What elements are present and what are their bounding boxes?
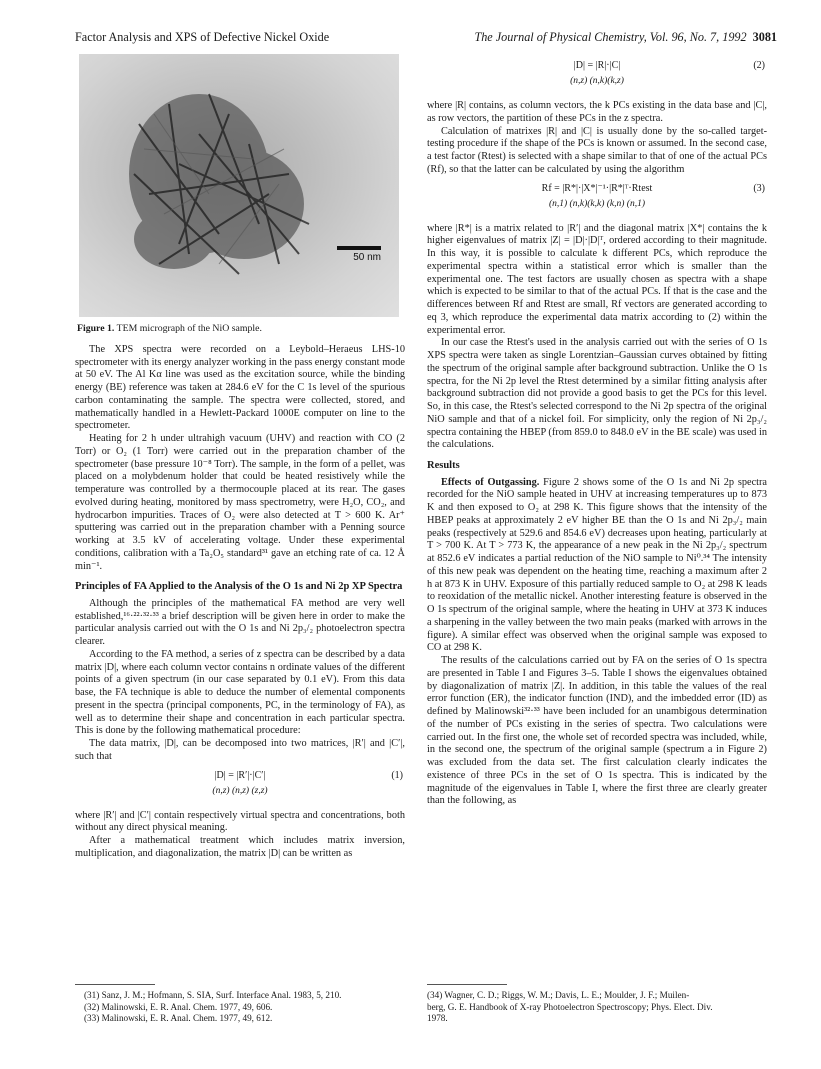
paragraph-target-testing: Calculation of matrixes |R| and |C| is usually done by the so-called target-testing procedure if the shape of the PCs is known or assumed. In the second case, a test factor (Rtest) is selected with a shape similar to that of one of the actual PCs (Rf), so that the latter can be calculated by using the algorithm bbox=[427, 125, 767, 175]
equation-1 bbox=[75, 770, 405, 804]
article-short-title: Factor Analysis and XPS of Defective Nickel Oxide bbox=[75, 30, 330, 44]
equation-3-expression: Rf = |R*|·|X*|⁻¹·|R*|ᵀ·Rtest bbox=[541, 182, 653, 194]
subsection-runin-outgassing: Effects of Outgassing. bbox=[441, 476, 540, 488]
paragraph-eigenvalues: where |R*| is a matrix related to |R′| and the diagonal matrix |X*| contains the k higher eigenvalues of matrix |Z| = |D|·|D|ᵀ, ordered according to their magnitude. In this way, it is possible to calculate k different PCs, which reproduce the experimental spectra within a statistical error which is smaller than the experimental one. The test factors are usually chosen as spectra with a shape which is expected to be similar to that of the actual PCs. If that is the case and the differences between Rf and Rtest are small, Rf vectors are generated according to eq 3, which reproduce the experimental data matrix according to (2) within the experimental error. bbox=[427, 222, 767, 336]
paragraph-outgassing-text: Figure 2 shows some of the O 1s and Ni 2p spectra recorded for the NiO sample heated in UHV at increasing temperatures up to 873 K and then exposed to O₂ at 298 K. This figure shows that the intensity of the HBEP peaks at approximately 2 eV higher BE than the O 1s and Ni 2p₃/₂ main peaks (respectively at 529.6 and 854.6 eV) decreases upon heating, particularly at T > 700 K. At T > 773 K, the appearance of a new peak in the Ni 2p₃/₂ spectrum at 852.6 eV indicates a partial reduction of the NiO sample to Ni⁰.³⁴ The intensity of this new peak was dependent on the heating time, reaching a maximum after 2 h at 873 K in UHV. Exposure of this partially reduced sample to O₂ at 298 K leads to reoxidation of the metallic nickel. Another interesting feature is observed in the O 1s spectrum of the original sample, where the heating in UHV at 373 K induces a sharpening in the valley between the two main peaks (marked with arrows in the figure). A similar effect was observed when the original sample was exposed to CO at 298 K. bbox=[427, 476, 768, 654]
paragraph-xps-setup: The XPS spectra were recorded on a Leybold–Heraeus LHS-10 spectrometer with its energy analyzer working in the pass energy constant mode at 50 eV. The Al Kα line was used as the excitation source, while the binding energy (BE) reference was taken at 284.6 eV for the C 1s level of the spurious carbon contaminating the sample. The spectra were collected, stored, and mathematically handled in a Hewlett-Packard 1000E computer on line to the spectrometer. bbox=[75, 343, 405, 432]
equation-1-number: (1) bbox=[391, 769, 403, 781]
micrograph-image bbox=[79, 54, 399, 317]
equation-2-number: (2) bbox=[753, 60, 765, 71]
paragraph-outgassing bbox=[427, 477, 767, 656]
running-header bbox=[75, 30, 777, 48]
tem-micrograph bbox=[79, 54, 399, 317]
reference-31: (31) Sanz, J. M.; Hofmann, S. SIA, Surf. Interface Anal. 1983, 5, 210. bbox=[84, 990, 342, 1000]
reference-34-line-1: (34) Wagner, C. D.; Riggs, W. M.; Davis, L. E.; Moulder, J. F.; Muilen- bbox=[427, 990, 690, 1000]
paragraph-fa-results: The results of the calculations carried out by FA on the series of O 1s spectra are presented in Table I and Figures 3–5. Table I shows the eigenvalues obtained by diagonalization of matrix |Z|. In addition, in this table the values of the real error function (ER), the indicator function (IND), and the imbedded error (ID) as defined by Malinowski³²·³³ have been included for an unambigous determination of the number of PCs existing in the series of spectra. Two calculations were carried out. In the first one, the whole set of recorded spectra was included, while, in the second one, the spectrum of the original sample (spectrum a in Figure 2) was excluded from the data set. The first calculation clearly indicates the existence of three PCs in the set of O 1s spectra. This is indicated by the magnitude of the eigenvalues in Table I, where the first three are clearly greater than the following, as bbox=[427, 655, 767, 807]
equation-3 bbox=[427, 183, 767, 217]
reference-32: (32) Malinowski, E. R. Anal. Chem. 1977, 49, 606. bbox=[84, 1001, 273, 1012]
paragraph-virtual-spectra: where |R′| and |C′| contain respectively virtual spectra and concentrations, both without any direct physical meaning. bbox=[75, 809, 405, 834]
equation-2-dimensions: (n,z) (n,k)(k,z) bbox=[570, 76, 624, 86]
scale-bar-label: 50 nm bbox=[353, 252, 381, 263]
left-column bbox=[75, 54, 405, 861]
paragraph-rtest: In our case the Rtest's used in the analysis carried out with the series of O 1s XPS spectra were taken as single Lorentzian–Gaussian curves obtained by fitting the spectrum of the original sample after background subtraction. Unlike the O 1s spectra, for the Ni 2p level the Rtest determined by a similar fitting analysis after background subtraction did not provide a good basis to get the PCs for this level. So, in this case, the Rtest's selected correspond to the Ni 2p spectra of the original NiO sample and that of a nickel foil. For simplicity, only the region of Ni 2p₃/₂ spectra containing the HBEP (from 859.0 to 848.0 eV in the BE scale) was used in the calculations. bbox=[427, 337, 768, 451]
paragraph-fa-decompose: The data matrix, |D|, can be decomposed into two matrices, |R′| and |C′|, such that bbox=[75, 738, 405, 762]
references-left bbox=[84, 990, 404, 1025]
paragraph-fa-method: According to the FA method, a series of z spectra can be described by a data matrix |D|, where each column vector contains n ordinate values of the different points of a given spectrum (in our case separated by 0.1 eV). From this data base, the FA technique is able to deduce the number of elemental components present in the spectra (principal components, PC, in the terminology of FA), as well as to determine their shape and concentration in each particular spectra. This is done by the following mathematical procedure: bbox=[75, 648, 405, 737]
equation-3-number: (3) bbox=[753, 182, 765, 194]
paragraph-matrix-treatment: After a mathematical treatment which includes matrix inversion, multiplication, and diagonalization, the matrix |D| can be written as bbox=[75, 835, 405, 859]
journal-citation bbox=[474, 30, 777, 45]
equation-1-dimensions: (n,z) (n,z) (z,z) bbox=[212, 785, 268, 796]
right-column bbox=[427, 54, 767, 808]
journal-name: The Journal of Physical Chemistry, Vol. 96, No. 7, 1992 bbox=[474, 30, 747, 44]
scale-bar bbox=[337, 246, 381, 250]
equation-3-dimensions: (n,1) (n,k)(k,k) (k,n) (n,1) bbox=[548, 198, 645, 209]
reference-34-line-2: berg, G. E. Handbook of X-ray Photoelectron Spectroscopy; Phys. Elect. Div. bbox=[427, 1001, 713, 1012]
paragraph-fa-intro: Although the principles of the mathematical FA method are very well established,¹⁶·²²·³²·³³ a brief description will be given here in order to make the particular analysis carried out with the O 1s and Ni 2p₃/₂ photoelectron spectra clearer. bbox=[75, 597, 405, 647]
reference-33: (33) Malinowski, E. R. Anal. Chem. 1977, 49, 612. bbox=[84, 1013, 273, 1024]
equation-1-expression: |D| = |R′|·|C′| bbox=[214, 769, 266, 781]
footnote-rule-right bbox=[427, 984, 507, 985]
paragraph-r-c-matrices: where |R| contains, as column vectors, the k PCs existing in the data base and |C|, as row vectors, the partition of these PCs in the z spectra. bbox=[427, 100, 767, 124]
equation-2 bbox=[427, 60, 767, 94]
paragraph-heating: Heating for 2 h under ultrahigh vacuum (UHV) and reaction with CO (2 Torr) or O₂ (1 Torr) were carried out in the preparation chamber of the spectrometer (base pressure 10⁻⁸ Torr). The sample, in the form of a pellet, was placed on a molybdenum holder that could be heated resistively while the temperature was controlled by a thermocouple placed at its rear. The gases evolved during heating, monitored by mass spectrometry, were H₂O, CO₂, and hydrocarbon impurities. Traces of O₂ were also detected at T > 600 K. Ar⁺ sputtering was carried out in the preparation chamber with a Penning source working at 3.5 kV of accelerating voltage. Under these experimental conditions, calibration with a Ta₂O₅ standard³¹ gave an etching rate of ca. 12 Å min⁻¹. bbox=[75, 433, 405, 572]
equation-2-expression: |D| = |R|·|C| bbox=[573, 60, 621, 71]
figure-label: Figure 1. bbox=[77, 323, 115, 334]
section-heading-fa: Principles of FA Applied to the Analysis of the O 1s and Ni 2p XP Spectra bbox=[75, 581, 403, 593]
references-right bbox=[427, 990, 767, 1025]
section-heading-results: Results bbox=[427, 460, 460, 471]
figure-caption-text: TEM micrograph of the NiO sample. bbox=[116, 323, 262, 334]
reference-34-line-3: 1978. bbox=[427, 1013, 448, 1024]
figure-caption bbox=[77, 323, 405, 336]
page-number: 3081 bbox=[752, 30, 777, 44]
footnote-rule-left bbox=[75, 984, 155, 985]
